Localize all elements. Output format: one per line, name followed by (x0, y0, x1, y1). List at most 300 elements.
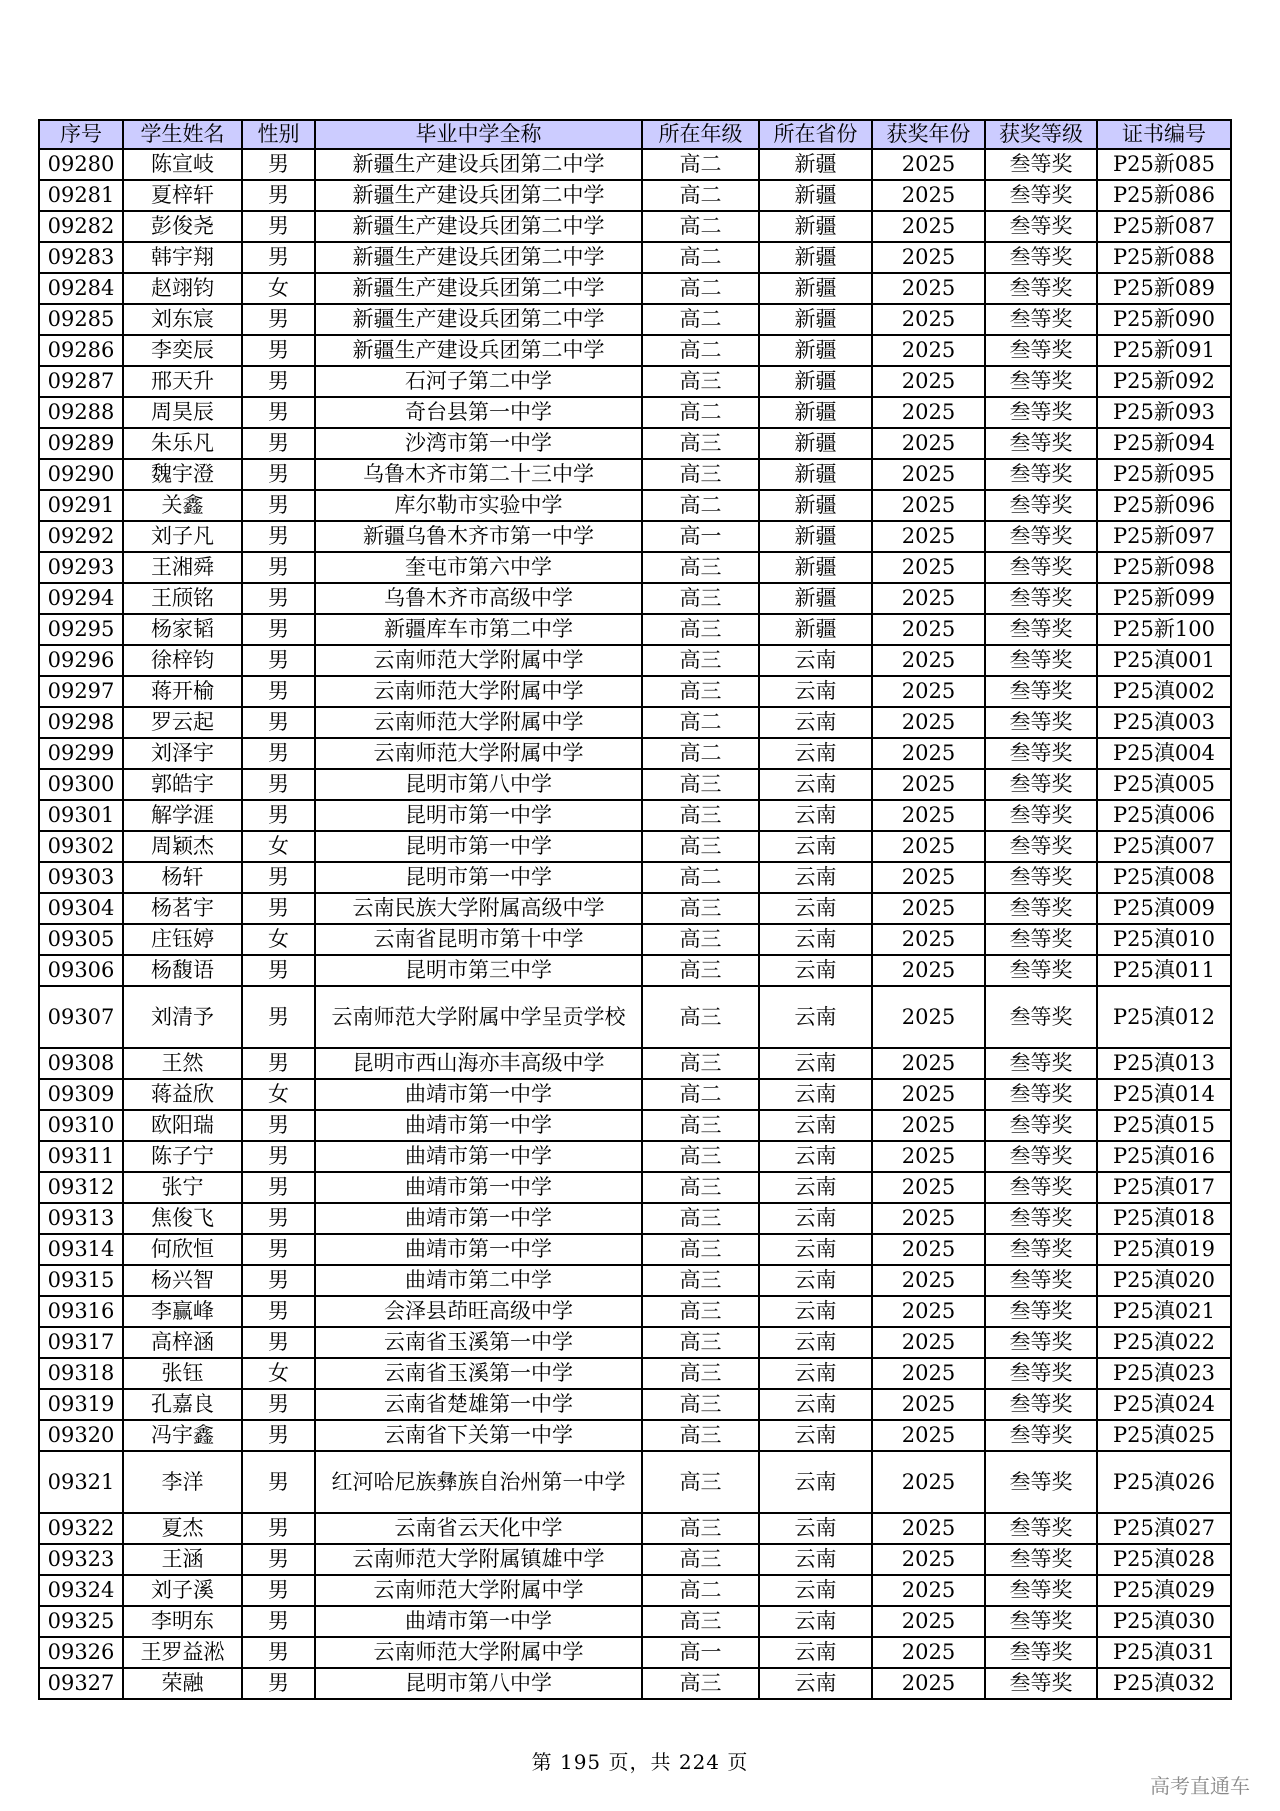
cell-province: 云南 (759, 645, 872, 676)
cell-grade: 高三 (642, 459, 759, 490)
cell-serial-number: 09284 (39, 273, 123, 304)
cell-serial-number: 09324 (39, 1575, 123, 1606)
cell-student-name: 夏杰 (123, 1513, 242, 1544)
table-row (39, 955, 1231, 986)
cell-grade: 高三 (642, 769, 759, 800)
cell-serial-number: 09318 (39, 1358, 123, 1389)
table-row (39, 428, 1231, 459)
cell-award-level: 叁等奖 (985, 1203, 1097, 1234)
cell-province: 云南 (759, 707, 872, 738)
cell-award-year: 2025 (872, 1451, 985, 1513)
cell-grade: 高三 (642, 645, 759, 676)
page-number: 第 195 页，共 224 页 (531, 1750, 749, 1774)
cell-award-year: 2025 (872, 1544, 985, 1575)
cell-student-name: 李明东 (123, 1606, 242, 1637)
cell-student-name: 解学涯 (123, 800, 242, 831)
cell-school-name: 昆明市第八中学 (315, 769, 642, 800)
cell-award-level: 叁等奖 (985, 397, 1097, 428)
header-gender: 性别 (242, 120, 315, 149)
cell-province: 新疆 (759, 149, 872, 180)
cell-award-year: 2025 (872, 1513, 985, 1544)
cell-grade: 高三 (642, 552, 759, 583)
cell-serial-number: 09295 (39, 614, 123, 645)
cell-serial-number: 09310 (39, 1110, 123, 1141)
cell-student-name: 朱乐凡 (123, 428, 242, 459)
table-row (39, 1637, 1231, 1668)
cell-province: 新疆 (759, 211, 872, 242)
cell-certificate-number: P25新092 (1097, 366, 1231, 397)
cell-serial-number: 09294 (39, 583, 123, 614)
cell-award-level: 叁等奖 (985, 1513, 1097, 1544)
cell-certificate-number: P25滇022 (1097, 1327, 1231, 1358)
cell-certificate-number: P25滇015 (1097, 1110, 1231, 1141)
cell-certificate-number: P25滇002 (1097, 676, 1231, 707)
cell-award-level: 叁等奖 (985, 986, 1097, 1048)
cell-student-name: 刘泽宇 (123, 738, 242, 769)
cell-award-year: 2025 (872, 552, 985, 583)
cell-award-level: 叁等奖 (985, 1637, 1097, 1668)
cell-school-name: 云南省玉溪第一中学 (315, 1327, 642, 1358)
cell-award-level: 叁等奖 (985, 149, 1097, 180)
cell-award-level: 叁等奖 (985, 1575, 1097, 1606)
cell-school-name: 奎屯市第六中学 (315, 552, 642, 583)
cell-serial-number: 09307 (39, 986, 123, 1048)
table-row (39, 552, 1231, 583)
cell-school-name: 新疆生产建设兵团第二中学 (315, 242, 642, 273)
cell-school-name: 云南师范大学附属中学呈贡学校 (315, 986, 642, 1048)
cell-gender: 男 (242, 1420, 315, 1451)
cell-award-year: 2025 (872, 986, 985, 1048)
cell-gender: 男 (242, 1575, 315, 1606)
cell-award-year: 2025 (872, 1327, 985, 1358)
cell-award-year: 2025 (872, 1296, 985, 1327)
cell-grade: 高三 (642, 893, 759, 924)
cell-award-level: 叁等奖 (985, 1265, 1097, 1296)
table-row (39, 1668, 1231, 1699)
cell-province: 云南 (759, 1141, 872, 1172)
cell-award-level: 叁等奖 (985, 738, 1097, 769)
cell-school-name: 曲靖市第一中学 (315, 1172, 642, 1203)
cell-award-year: 2025 (872, 1265, 985, 1296)
cell-grade: 高三 (642, 1451, 759, 1513)
cell-gender: 男 (242, 552, 315, 583)
cell-award-level: 叁等奖 (985, 1234, 1097, 1265)
table-row (39, 676, 1231, 707)
table-row (39, 738, 1231, 769)
cell-province: 云南 (759, 1327, 872, 1358)
cell-serial-number: 09298 (39, 707, 123, 738)
cell-school-name: 昆明市第一中学 (315, 862, 642, 893)
cell-grade: 高三 (642, 676, 759, 707)
cell-award-year: 2025 (872, 1668, 985, 1699)
cell-serial-number: 09327 (39, 1668, 123, 1699)
cell-award-level: 叁等奖 (985, 211, 1097, 242)
cell-student-name: 李奕辰 (123, 335, 242, 366)
table-row (39, 1358, 1231, 1389)
table-row (39, 831, 1231, 862)
cell-award-level: 叁等奖 (985, 769, 1097, 800)
cell-award-level: 叁等奖 (985, 924, 1097, 955)
table-row (39, 893, 1231, 924)
cell-student-name: 杨兴智 (123, 1265, 242, 1296)
cell-province: 新疆 (759, 490, 872, 521)
cell-province: 新疆 (759, 335, 872, 366)
cell-award-year: 2025 (872, 738, 985, 769)
cell-grade: 高三 (642, 924, 759, 955)
cell-award-level: 叁等奖 (985, 1048, 1097, 1079)
cell-award-level: 叁等奖 (985, 1172, 1097, 1203)
cell-gender: 男 (242, 149, 315, 180)
table-row (39, 273, 1231, 304)
cell-award-level: 叁等奖 (985, 1451, 1097, 1513)
cell-award-level: 叁等奖 (985, 707, 1097, 738)
cell-certificate-number: P25滇009 (1097, 893, 1231, 924)
cell-serial-number: 09287 (39, 366, 123, 397)
cell-province: 新疆 (759, 397, 872, 428)
cell-award-year: 2025 (872, 521, 985, 552)
cell-gender: 男 (242, 676, 315, 707)
cell-student-name: 邢天升 (123, 366, 242, 397)
header-award-year: 获奖年份 (872, 120, 985, 149)
cell-award-level: 叁等奖 (985, 862, 1097, 893)
cell-serial-number: 09323 (39, 1544, 123, 1575)
header-student-name: 学生姓名 (123, 120, 242, 149)
table-row (39, 242, 1231, 273)
cell-school-name: 奇台县第一中学 (315, 397, 642, 428)
table-row (39, 211, 1231, 242)
cell-grade: 高二 (642, 490, 759, 521)
cell-grade: 高三 (642, 1420, 759, 1451)
cell-gender: 男 (242, 521, 315, 552)
cell-award-level: 叁等奖 (985, 1327, 1097, 1358)
cell-grade: 高二 (642, 1079, 759, 1110)
cell-award-year: 2025 (872, 645, 985, 676)
table-row (39, 1575, 1231, 1606)
cell-certificate-number: P25新100 (1097, 614, 1231, 645)
cell-student-name: 王湘舜 (123, 552, 242, 583)
cell-gender: 男 (242, 1110, 315, 1141)
cell-grade: 高三 (642, 583, 759, 614)
cell-school-name: 新疆生产建设兵团第二中学 (315, 149, 642, 180)
cell-certificate-number: P25新087 (1097, 211, 1231, 242)
table-row (39, 1296, 1231, 1327)
cell-award-year: 2025 (872, 1358, 985, 1389)
cell-serial-number: 09320 (39, 1420, 123, 1451)
cell-serial-number: 09306 (39, 955, 123, 986)
table-row (39, 1544, 1231, 1575)
table-row (39, 707, 1231, 738)
cell-certificate-number: P25滇027 (1097, 1513, 1231, 1544)
cell-award-year: 2025 (872, 1420, 985, 1451)
cell-province: 云南 (759, 1265, 872, 1296)
cell-certificate-number: P25滇011 (1097, 955, 1231, 986)
cell-gender: 男 (242, 428, 315, 459)
cell-award-year: 2025 (872, 614, 985, 645)
cell-grade: 高三 (642, 1048, 759, 1079)
cell-gender: 女 (242, 273, 315, 304)
cell-gender: 男 (242, 1203, 315, 1234)
table-row (39, 583, 1231, 614)
table-row (39, 1606, 1231, 1637)
cell-school-name: 云南师范大学附属中学 (315, 738, 642, 769)
cell-certificate-number: P25新091 (1097, 335, 1231, 366)
cell-grade: 高三 (642, 1513, 759, 1544)
cell-student-name: 焦俊飞 (123, 1203, 242, 1234)
cell-school-name: 云南师范大学附属中学 (315, 1637, 642, 1668)
cell-award-year: 2025 (872, 459, 985, 490)
cell-award-year: 2025 (872, 366, 985, 397)
cell-serial-number: 09305 (39, 924, 123, 955)
cell-certificate-number: P25滇010 (1097, 924, 1231, 955)
cell-award-year: 2025 (872, 211, 985, 242)
cell-award-year: 2025 (872, 1172, 985, 1203)
cell-gender: 男 (242, 614, 315, 645)
cell-student-name: 蒋益欣 (123, 1079, 242, 1110)
table-row (39, 304, 1231, 335)
cell-award-level: 叁等奖 (985, 1358, 1097, 1389)
cell-province: 云南 (759, 955, 872, 986)
cell-school-name: 云南省昆明市第十中学 (315, 924, 642, 955)
cell-serial-number: 09283 (39, 242, 123, 273)
table-row (39, 459, 1231, 490)
cell-school-name: 云南师范大学附属镇雄中学 (315, 1544, 642, 1575)
cell-certificate-number: P25滇008 (1097, 862, 1231, 893)
cell-grade: 高二 (642, 707, 759, 738)
cell-grade: 高三 (642, 1327, 759, 1358)
cell-student-name: 杨家韬 (123, 614, 242, 645)
cell-school-name: 云南师范大学附属中学 (315, 707, 642, 738)
cell-school-name: 新疆生产建设兵团第二中学 (315, 335, 642, 366)
cell-province: 新疆 (759, 366, 872, 397)
cell-serial-number: 09297 (39, 676, 123, 707)
cell-student-name: 杨茗宇 (123, 893, 242, 924)
cell-student-name: 张钰 (123, 1358, 242, 1389)
cell-grade: 高二 (642, 211, 759, 242)
cell-student-name: 冯宇鑫 (123, 1420, 242, 1451)
cell-grade: 高三 (642, 1234, 759, 1265)
cell-grade: 高二 (642, 862, 759, 893)
cell-award-year: 2025 (872, 1389, 985, 1420)
cell-student-name: 何欣恒 (123, 1234, 242, 1265)
cell-gender: 女 (242, 831, 315, 862)
cell-award-level: 叁等奖 (985, 428, 1097, 459)
cell-student-name: 王罗益淞 (123, 1637, 242, 1668)
cell-certificate-number: P25滇029 (1097, 1575, 1231, 1606)
cell-award-year: 2025 (872, 1575, 985, 1606)
cell-award-year: 2025 (872, 149, 985, 180)
cell-gender: 女 (242, 1079, 315, 1110)
cell-province: 云南 (759, 738, 872, 769)
header-school-name: 毕业中学全称 (315, 120, 642, 149)
cell-award-level: 叁等奖 (985, 366, 1097, 397)
table-row (39, 645, 1231, 676)
cell-school-name: 会泽县茚旺高级中学 (315, 1296, 642, 1327)
cell-certificate-number: P25新090 (1097, 304, 1231, 335)
cell-province: 新疆 (759, 521, 872, 552)
cell-award-year: 2025 (872, 304, 985, 335)
cell-gender: 男 (242, 304, 315, 335)
cell-grade: 高二 (642, 304, 759, 335)
cell-grade: 高三 (642, 1668, 759, 1699)
cell-grade: 高三 (642, 1606, 759, 1637)
table-row (39, 1451, 1231, 1513)
brand-watermark: 高考直通车 (1150, 1774, 1250, 1798)
cell-school-name: 红河哈尼族彝族自治州第一中学 (315, 1451, 642, 1513)
cell-certificate-number: P25滇023 (1097, 1358, 1231, 1389)
cell-student-name: 庄钰婷 (123, 924, 242, 955)
cell-grade: 高二 (642, 738, 759, 769)
cell-gender: 女 (242, 924, 315, 955)
cell-gender: 男 (242, 645, 315, 676)
cell-school-name: 新疆生产建设兵团第二中学 (315, 273, 642, 304)
cell-gender: 男 (242, 1048, 315, 1079)
cell-gender: 男 (242, 893, 315, 924)
cell-school-name: 新疆库车市第二中学 (315, 614, 642, 645)
cell-serial-number: 09322 (39, 1513, 123, 1544)
cell-award-level: 叁等奖 (985, 552, 1097, 583)
table-row (39, 1203, 1231, 1234)
cell-student-name: 杨馥语 (123, 955, 242, 986)
cell-gender: 男 (242, 211, 315, 242)
cell-school-name: 云南师范大学附属中学 (315, 645, 642, 676)
cell-award-year: 2025 (872, 273, 985, 304)
cell-award-year: 2025 (872, 242, 985, 273)
table-row (39, 1079, 1231, 1110)
cell-student-name: 刘清予 (123, 986, 242, 1048)
cell-province: 云南 (759, 1110, 872, 1141)
header-award-level: 获奖等级 (985, 120, 1097, 149)
cell-serial-number: 09291 (39, 490, 123, 521)
cell-award-year: 2025 (872, 1048, 985, 1079)
cell-school-name: 昆明市第一中学 (315, 831, 642, 862)
cell-certificate-number: P25新095 (1097, 459, 1231, 490)
cell-certificate-number: P25滇007 (1097, 831, 1231, 862)
cell-grade: 高二 (642, 335, 759, 366)
cell-school-name: 曲靖市第一中学 (315, 1110, 642, 1141)
cell-gender: 男 (242, 490, 315, 521)
cell-school-name: 石河子第二中学 (315, 366, 642, 397)
cell-province: 云南 (759, 1079, 872, 1110)
cell-student-name: 刘东宸 (123, 304, 242, 335)
cell-grade: 高三 (642, 614, 759, 645)
cell-province: 新疆 (759, 552, 872, 583)
cell-award-year: 2025 (872, 769, 985, 800)
cell-grade: 高三 (642, 800, 759, 831)
cell-grade: 高二 (642, 273, 759, 304)
cell-grade: 高二 (642, 242, 759, 273)
cell-school-name: 云南省下关第一中学 (315, 1420, 642, 1451)
cell-certificate-number: P25滇004 (1097, 738, 1231, 769)
cell-gender: 男 (242, 242, 315, 273)
cell-province: 云南 (759, 800, 872, 831)
cell-award-year: 2025 (872, 676, 985, 707)
awards-table (38, 119, 1232, 1700)
cell-serial-number: 09300 (39, 769, 123, 800)
cell-student-name: 李赢峰 (123, 1296, 242, 1327)
cell-school-name: 乌鲁木齐市高级中学 (315, 583, 642, 614)
cell-student-name: 周颖杰 (123, 831, 242, 862)
cell-gender: 男 (242, 1544, 315, 1575)
cell-province: 云南 (759, 1172, 872, 1203)
cell-certificate-number: P25滇006 (1097, 800, 1231, 831)
table-row (39, 1389, 1231, 1420)
cell-serial-number: 09315 (39, 1265, 123, 1296)
cell-certificate-number: P25滇005 (1097, 769, 1231, 800)
cell-serial-number: 09286 (39, 335, 123, 366)
cell-award-year: 2025 (872, 924, 985, 955)
cell-student-name: 郭皓宇 (123, 769, 242, 800)
cell-certificate-number: P25新098 (1097, 552, 1231, 583)
table-row (39, 614, 1231, 645)
cell-award-year: 2025 (872, 831, 985, 862)
cell-serial-number: 09326 (39, 1637, 123, 1668)
cell-gender: 男 (242, 1296, 315, 1327)
cell-province: 云南 (759, 924, 872, 955)
cell-award-level: 叁等奖 (985, 676, 1097, 707)
cell-award-level: 叁等奖 (985, 583, 1097, 614)
cell-school-name: 曲靖市第一中学 (315, 1203, 642, 1234)
cell-school-name: 昆明市第八中学 (315, 1668, 642, 1699)
cell-gender: 男 (242, 1141, 315, 1172)
cell-award-level: 叁等奖 (985, 521, 1097, 552)
cell-certificate-number: P25滇003 (1097, 707, 1231, 738)
cell-province: 云南 (759, 831, 872, 862)
cell-grade: 高三 (642, 1544, 759, 1575)
header-certificate-number: 证书编号 (1097, 120, 1231, 149)
cell-student-name: 陈宣岐 (123, 149, 242, 180)
cell-award-level: 叁等奖 (985, 335, 1097, 366)
cell-school-name: 新疆生产建设兵团第二中学 (315, 211, 642, 242)
cell-serial-number: 09319 (39, 1389, 123, 1420)
cell-serial-number: 09288 (39, 397, 123, 428)
cell-serial-number: 09299 (39, 738, 123, 769)
cell-award-level: 叁等奖 (985, 1668, 1097, 1699)
cell-serial-number: 09289 (39, 428, 123, 459)
cell-award-year: 2025 (872, 397, 985, 428)
cell-province: 云南 (759, 1513, 872, 1544)
cell-award-level: 叁等奖 (985, 273, 1097, 304)
table-body (39, 149, 1231, 1699)
cell-province: 新疆 (759, 428, 872, 459)
table-row (39, 1110, 1231, 1141)
cell-province: 云南 (759, 676, 872, 707)
cell-serial-number: 09293 (39, 552, 123, 583)
cell-certificate-number: P25滇025 (1097, 1420, 1231, 1451)
cell-grade: 高三 (642, 1296, 759, 1327)
cell-student-name: 刘子凡 (123, 521, 242, 552)
cell-school-name: 沙湾市第一中学 (315, 428, 642, 459)
cell-student-name: 罗云起 (123, 707, 242, 738)
cell-grade: 高一 (642, 1637, 759, 1668)
cell-serial-number: 09302 (39, 831, 123, 862)
cell-award-year: 2025 (872, 893, 985, 924)
cell-province: 云南 (759, 1358, 872, 1389)
header-province: 所在省份 (759, 120, 872, 149)
table-row (39, 366, 1231, 397)
table-row (39, 397, 1231, 428)
cell-province: 云南 (759, 1451, 872, 1513)
cell-serial-number: 09308 (39, 1048, 123, 1079)
cell-serial-number: 09317 (39, 1327, 123, 1358)
cell-award-year: 2025 (872, 1079, 985, 1110)
cell-certificate-number: P25滇001 (1097, 645, 1231, 676)
cell-province: 新疆 (759, 614, 872, 645)
cell-grade: 高三 (642, 986, 759, 1048)
cell-award-year: 2025 (872, 1110, 985, 1141)
cell-school-name: 曲靖市第二中学 (315, 1265, 642, 1296)
cell-grade: 高三 (642, 1141, 759, 1172)
cell-serial-number: 09316 (39, 1296, 123, 1327)
